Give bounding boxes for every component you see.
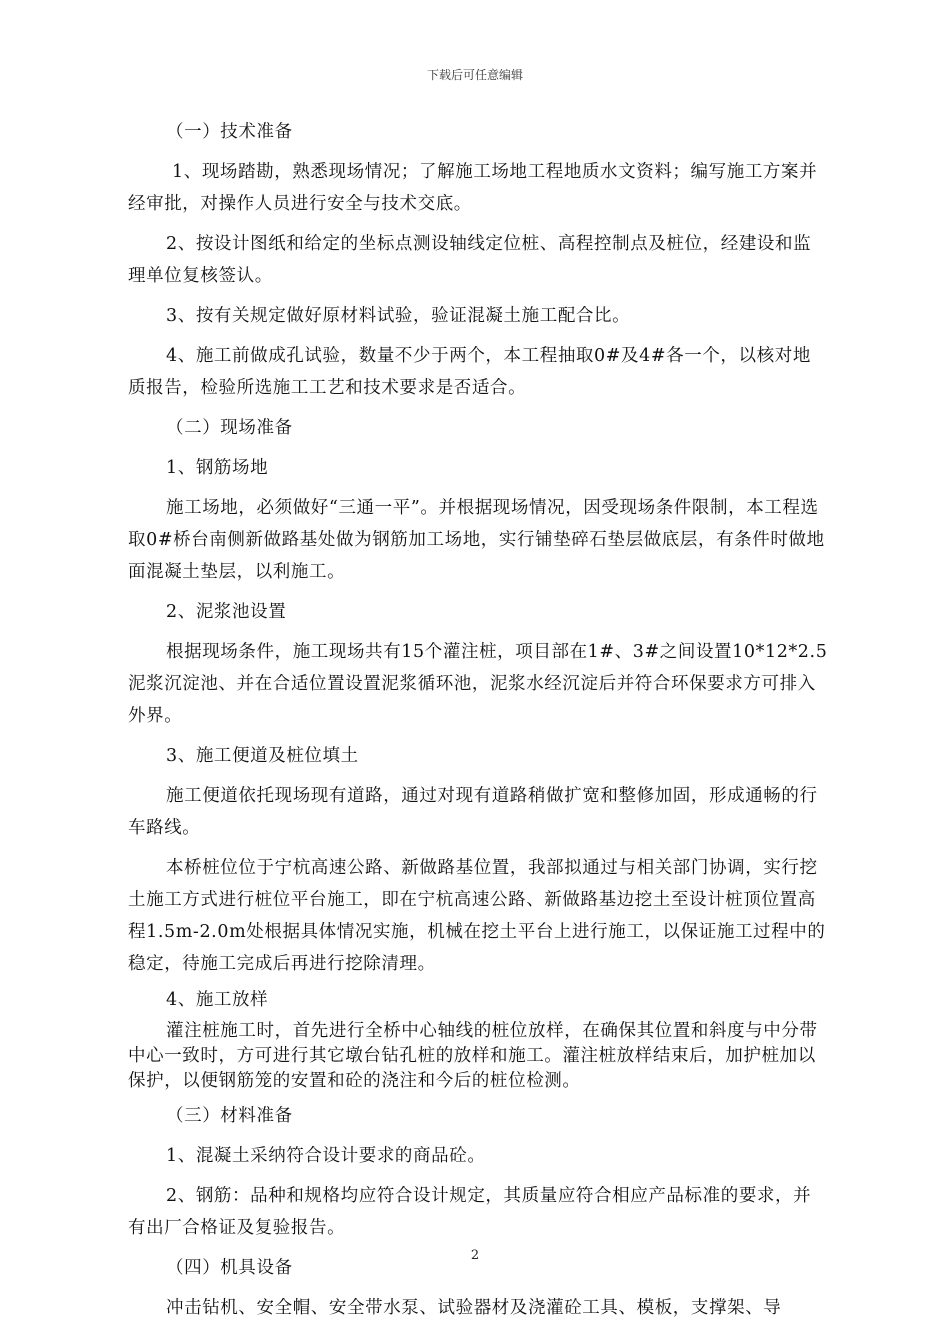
subheading: 2、泥浆池设置: [166, 602, 287, 622]
paragraph: 2、按设计图纸和给定的坐标点测设轴线定位桩、高程控制点及桩位，经建设和监理单位复核签认。: [128, 234, 812, 286]
subheading: 1、钢筋场地: [166, 458, 269, 478]
section-heading: （四）机具设备: [166, 1258, 293, 1278]
paragraph: 施工便道依托现场现有道路，通过对现有道路稍做扩宽和整修加固，形成通畅的行车路线。: [128, 786, 818, 838]
page-number: 2: [470, 1248, 480, 1263]
paragraph: 4、施工前做成孔试验，数量不少于两个，本工程抽取0#及4#各一个，以核对地质报告，检验所选施工工艺和技术要求是否适合。: [128, 346, 811, 398]
paragraph: 3、按有关规定做好原材料试验，验证混凝土施工配合比。: [166, 306, 631, 326]
page-header: 下载后可任意编辑: [426, 68, 523, 82]
section-heading: （三）材料准备: [166, 1106, 293, 1126]
section-heading: （二）现场准备: [166, 418, 293, 438]
paragraph: 灌注桩施工时，首先进行全桥中心轴线的桩位放样，在确保其位置和斜度与中分带中心一致时，方可进行其它墩台钻孔桩的放样和施工。灌注桩放样结束后，加护桩加以保护，以便钢筋笼的安置和砼的浇注和今后的桩位检测。: [128, 1021, 818, 1091]
paragraph: 本桥桩位位于宁杭高速公路、新做路基位置，我部拟通过与相关部门协调，实行挖土施工方式进行桩位平台施工，即在宁杭高速公路、新做路基边挖土至设计桩顶位置高程1.5m-2.0m处根据具体情况实施，机械在挖土平台上进行施工，以保证施工过程中的稳定，待施工完成后再进行挖除清理。: [128, 858, 826, 974]
paragraph: 1、现场踏勘，熟悉现场情况；了解施工场地工程地质水文资料；编写施工方案并经审批，对操作人员进行安全与技术交底。: [128, 162, 818, 214]
document-body: [128, 116, 828, 1332]
paragraph: 施工场地，必须做好“三通一平”。并根据现场情况，因受现场条件限制，本工程选取0#桥台南侧新做路基处做为钢筋加工场地，实行铺垫碎石垫层做底层，有条件时做地面混凝土垫层，以利施工。: [128, 498, 825, 582]
paragraph: 根据现场条件，施工现场共有15个灌注桩，项目部在1#、3#之间设置10*12*2.5泥浆沉淀池、并在合适位置设置泥浆循环池，泥浆水经沉淀后并符合环保要求方可排入外界。: [128, 642, 828, 726]
paragraph: 2、钢筋：品种和规格均应符合设计规定，其质量应符合相应产品标准的要求，并有出厂合格证及复验报告。: [128, 1186, 812, 1238]
section-heading: （一）技术准备: [166, 122, 293, 142]
paragraph: 1、混凝土采纳符合设计要求的商品砼。: [166, 1146, 486, 1166]
subheading: 3、施工便道及桩位填土: [166, 746, 359, 766]
paragraph: 冲击钻机、安全帽、安全带水泵、试验器材及浇灌砼工具、模板，支撑架、导: [166, 1298, 782, 1318]
subheading: 4、施工放样: [166, 990, 269, 1010]
